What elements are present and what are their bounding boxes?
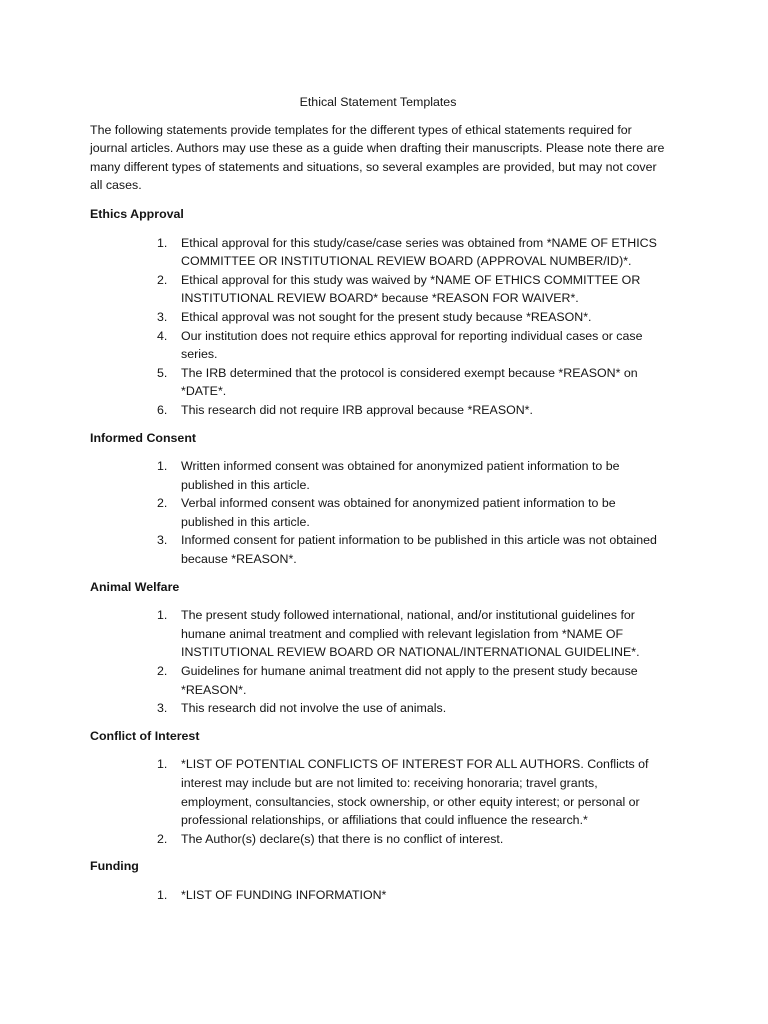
list-item-number: 5.	[157, 365, 168, 380]
numbered-list-informed-consent	[90, 457, 666, 569]
list-item	[90, 606, 666, 662]
numbered-list-animal-welfare	[90, 606, 666, 718]
list-item-text: This research did not involve the use of animals.	[181, 701, 447, 716]
list-item-text: The present study followed international, national, and/or institutional guidelines for humane animal treatment and complied with relevant legislation from *NAME OF INSTITUTIONAL REVIEW BOARD OR NATIONAL/INTERNATIONAL GUIDELINE*.	[181, 608, 640, 660]
list-item-number: 1.	[157, 459, 168, 474]
list-item-number: 2.	[157, 496, 168, 511]
list-item-text: Guidelines for humane animal treatment did not apply to the present study because *REASON*.	[181, 664, 638, 697]
document-title: Ethical Statement Templates	[299, 95, 457, 109]
list-item	[90, 308, 666, 327]
list-item	[90, 531, 666, 568]
list-item	[90, 699, 666, 718]
list-item-text: The Author(s) declare(s) that there is no conflict of interest.	[181, 831, 504, 846]
list-item	[90, 401, 666, 420]
section-heading-ethics-approval: Ethics Approval	[90, 206, 184, 221]
list-item	[90, 327, 666, 364]
list-item-number: 1.	[157, 887, 168, 902]
list-item-text: *LIST OF FUNDING INFORMATION*	[181, 887, 387, 902]
list-item-number: 2.	[157, 831, 168, 846]
section-heading-conflict-of-interest: Conflict of Interest	[90, 728, 200, 743]
list-item	[90, 662, 666, 699]
list-item-text: Ethical approval was not sought for the present study because *REASON*.	[181, 309, 592, 324]
list-item-number: 6.	[157, 402, 168, 417]
section-heading-informed-consent: Informed Consent	[90, 430, 197, 445]
list-item-text: Ethical approval for this study was waived by *NAME OF ETHICS COMMITTEE OR INSTITUTIONAL REVIEW BOARD* because *REASON FOR WAIVER*.	[181, 272, 641, 306]
list-item-number: 3.	[157, 533, 168, 548]
list-item	[90, 886, 666, 905]
list-item	[90, 755, 666, 829]
list-item	[90, 271, 666, 308]
sections-container	[90, 205, 666, 905]
list-item-number: 3.	[157, 701, 168, 716]
list-item-number: 1.	[157, 608, 168, 623]
list-item-number: 1.	[157, 235, 168, 250]
list-item	[90, 494, 666, 531]
list-item-number: 3.	[157, 309, 168, 324]
list-item	[90, 457, 666, 494]
numbered-list-conflict-of-interest	[90, 755, 666, 848]
list-item-text: The IRB determined that the protocol is considered exempt because *REASON* on *DATE*.	[181, 365, 638, 399]
list-item-text: Ethical approval for this study/case/case series was obtained from *NAME OF ETHICS COMMITTEE OR INSTITUTIONAL REVIEW BOARD (APPROVAL NUMBER/ID)*.	[181, 235, 657, 269]
section-heading-funding: Funding	[90, 859, 139, 874]
list-item-text: Our institution does not require ethics approval for reporting individual cases or case series.	[181, 328, 643, 362]
section-heading-animal-welfare: Animal Welfare	[90, 579, 180, 594]
numbered-list-funding	[90, 886, 666, 905]
list-item-text: *LIST OF POTENTIAL CONFLICTS OF INTEREST FOR ALL AUTHORS. Conflicts of interest may include but are not limited to: receiving honoraria; travel grants, employment, consultancies, stock ownership, or other equity interest; or personal or professional relationships, or affiliations that could influence the research.*	[181, 757, 649, 828]
list-item-number: 4.	[157, 328, 168, 343]
list-item-text: Written informed consent was obtained for anonymized patient information to be published in this article.	[181, 459, 620, 492]
list-item	[90, 234, 666, 271]
list-item	[90, 364, 666, 401]
document-page	[90, 93, 666, 914]
intro-paragraph: The following statements provide templates for the different types of ethical statements required for journal articles. Authors may use these as a guide when drafting their manuscripts. Please note there are many different types of statements and situations, so several examples are provided, but may not cover all cases.	[90, 122, 665, 193]
list-item-text: This research did not require IRB approval because *REASON*.	[181, 402, 533, 417]
list-item	[90, 830, 666, 849]
list-item-number: 2.	[157, 272, 168, 287]
list-item-text: Verbal informed consent was obtained for anonymized patient information to be published in this article.	[181, 496, 616, 529]
list-item-number: 2.	[157, 664, 168, 679]
list-item-number: 1.	[157, 757, 168, 772]
numbered-list-ethics-approval	[90, 234, 666, 420]
list-item-text: Informed consent for patient information to be published in this article was not obtained because *REASON*.	[181, 533, 657, 567]
